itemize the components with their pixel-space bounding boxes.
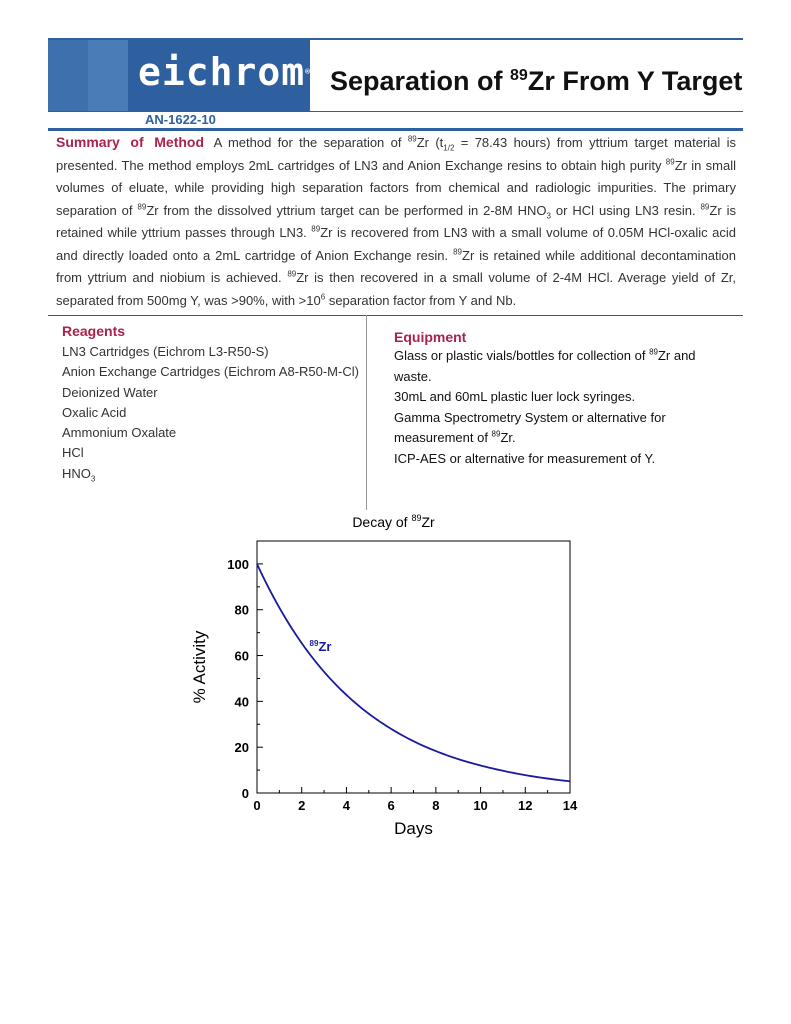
y-tick-label: 80 [234,602,249,618]
y-axis-label: % Activity [190,630,209,704]
reagent-item: LN3 Cartridges (Eichrom L3-R50-S) [62,344,269,359]
decay-chart-svg [180,505,600,845]
plot-frame [257,541,570,793]
equipment-heading: Equipment [394,329,467,345]
equipment-item: Glass or plastic vials/bottles for collection of $^{89}$Zr and waste. [394,347,696,384]
reagents-heading: Reagents [62,323,126,339]
equipment-list [394,346,714,469]
x-tick-label: 14 [562,798,578,813]
reagent-item: Oxalic Acid [62,404,127,420]
section-rule [48,315,743,316]
reagent-item: Ammonium Oxalate [62,425,177,441]
reagent-item: $HNO_3$ [62,465,96,484]
logo-stripe [48,40,88,112]
x-tick-label: 0 [253,798,261,813]
series-line-89zr [257,564,570,781]
reagent-item: Anion Exchange Cartridges (Eichrom A8-R50-M-Cl) [62,364,359,380]
x-tick-label: 8 [432,798,440,813]
summary-paragraph: Summary of Method A method for the separation of $^{89}$Zr ($t_{1/2} = 78.43$ hours) from yttrium target material is presented. The method employs 2mL cartridges of LN3 and Anion Exchange resins to obtain high purity $^{89}$Zr in small volumes of eluate, while providing high separation factors from chemical and radiologic impurities. The primary separation of $^{89}$Zr from the dissolved yttrium target can be performed in 2-8M $HNO_3$ or HCl using LN3 resin. $^{89}$Zr is retained while yttrium passes through LN3. $^{89}$Zr is recovered from LN3 with a small volume of 0.05M HCl-oxalic acid and directly loaded onto a 2mL cartridge of Anion Exchange resin. $^{89}$Zr is retained while additional decontamination from yttrium and niobium is achieved. $^{89}$Zr is then recovered in a small volume of 2-4M HCl. Average yield of Zr, separated from 500mg Y, was >90%, with $>10^6$ separation factor from Y and Nb. [56,134,736,308]
x-tick-label: 10 [473,798,488,813]
reagent-item: Deionized Water [62,384,158,400]
logo-wordmark: eichrom® [138,50,310,94]
y-tick-label: 20 [234,740,249,756]
page-title: Separation of $^{89}$Zr From Y Target [330,66,743,96]
reagents-list [62,342,359,484]
column-divider [366,315,367,510]
application-note-code: AN-1622-10 [145,112,216,127]
equipment-item: Gamma Spectrometry System or alternative for measurement of $^{89}$Zr. [394,409,666,445]
eichrom-logo [48,40,310,112]
summary-heading: Summary of Method [56,134,205,150]
x-tick-label: 12 [518,798,533,813]
x-tick-label: 2 [298,798,306,813]
y-tick-label: 100 [227,556,249,572]
y-tick-label: 40 [234,694,249,710]
equipment-item: 30mL and 60mL plastic luer lock syringes. [394,389,636,404]
x-tick-label: 4 [342,798,351,813]
x-tick-label: 6 [387,798,395,813]
reagent-item: HCl [62,445,84,461]
series-label: $^{89}$Zr [309,638,332,654]
equipment-item: ICP-AES or alternative for measurement of Y. [394,450,656,466]
logo-stripe [88,40,128,112]
x-axis-label: Days [394,819,433,838]
y-tick-label: 0 [241,786,249,801]
decay-chart [180,505,600,845]
y-tick-label: 60 [234,648,249,664]
chart-title: Decay of $^{89}$Zr [352,513,435,530]
